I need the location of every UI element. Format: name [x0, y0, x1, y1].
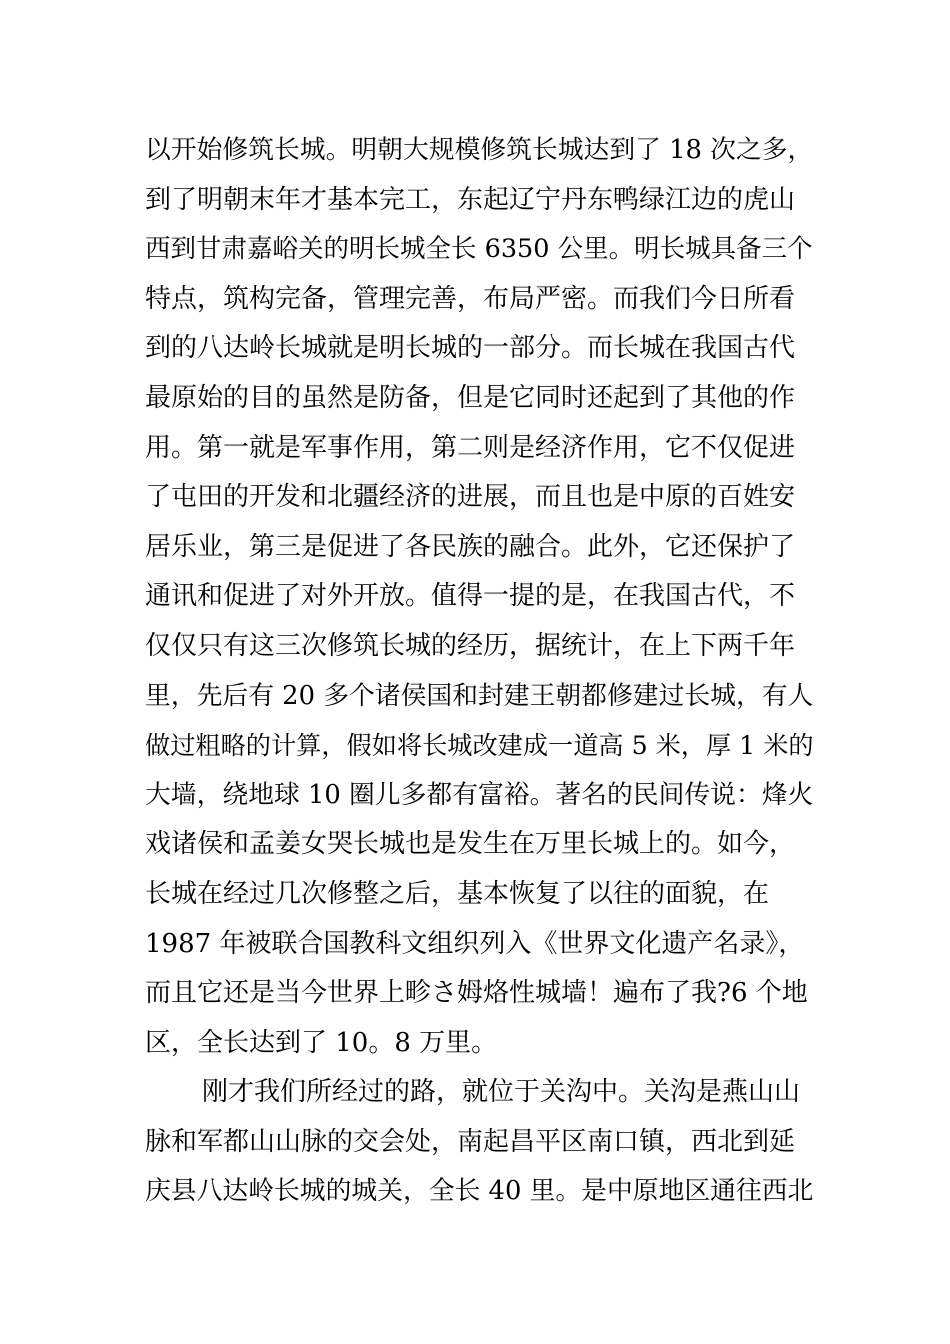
text-line: 特点，筑构完备，管理完善，布局严密。而我们今日所看: [145, 283, 796, 314]
text-line: 1987 年被联合国教科文组织列入《世界文化遗产名录》，: [145, 928, 805, 959]
text-line: 脉和军都山山脉的交会处，南起昌平区南口镇，西北到延: [145, 1126, 796, 1157]
text-line: 以开始修筑长城。明朝大规模修筑长城达到了 18 次之多，: [145, 135, 814, 165]
text-line: 里，先后有 20 多个诸侯国和封建王朝都修建过长城，有人: [145, 680, 814, 711]
text-line: 而且它还是当今世界上畛さ姆烙性城墙！遍布了我?6 个地: [145, 978, 808, 1009]
body-text: [145, 126, 815, 1217]
text-line: 最原始的目的虽然是防备，但是它同时还起到了其他的作: [145, 382, 796, 413]
text-line: 通讯和促进了对外开放。值得一提的是，在我国古代，不: [145, 581, 796, 612]
text-line: 居乐业，第三是促进了各民族的融合。此外，它还保护了: [145, 531, 796, 562]
text-line: 庆县八达岭长城的城关，全长 40 里。是中原地区通往西北: [145, 1176, 814, 1207]
text-line: 区，全长达到了 10。8 万里。: [145, 1027, 498, 1058]
text-line: 西到甘肃嘉峪关的明长城全长 6350 公里。明长城具备三个: [145, 234, 813, 265]
text-line: 大墙，绕地球 10 圈儿多都有富裕。著名的民间传说：烽火: [145, 779, 814, 810]
text-line: 用。第一就是军事作用，第二则是经济作用，它不仅促进: [145, 432, 796, 463]
text-line: 到了明朝末年才基本完工，东起辽宁丹东鸭绿江边的虎山: [145, 184, 796, 215]
text-line: 仅仅只有这三次修筑长城的经历，据统计，在上下两千年: [145, 630, 796, 661]
text-line: 了屯田的开发和北疆经济的进展，而且也是中原的百姓安: [145, 482, 796, 513]
paragraph-start-line: 刚才我们所经过的路，就位于关沟中。关沟是燕山山: [202, 1077, 801, 1108]
text-line: 做过粗略的计算，假如将长城改建成一道高 5 米，厚 1 米的: [145, 731, 814, 761]
text-line: 戏诸侯和孟姜女哭长城也是发生在万里长城上的。如今，: [145, 829, 796, 860]
text-line: 到的八达岭长城就是明长城的一部分。而长城在我国古代: [145, 333, 796, 364]
text-line: 长城在经过几次修整之后，基本恢复了以往的面貌，在: [145, 878, 770, 909]
